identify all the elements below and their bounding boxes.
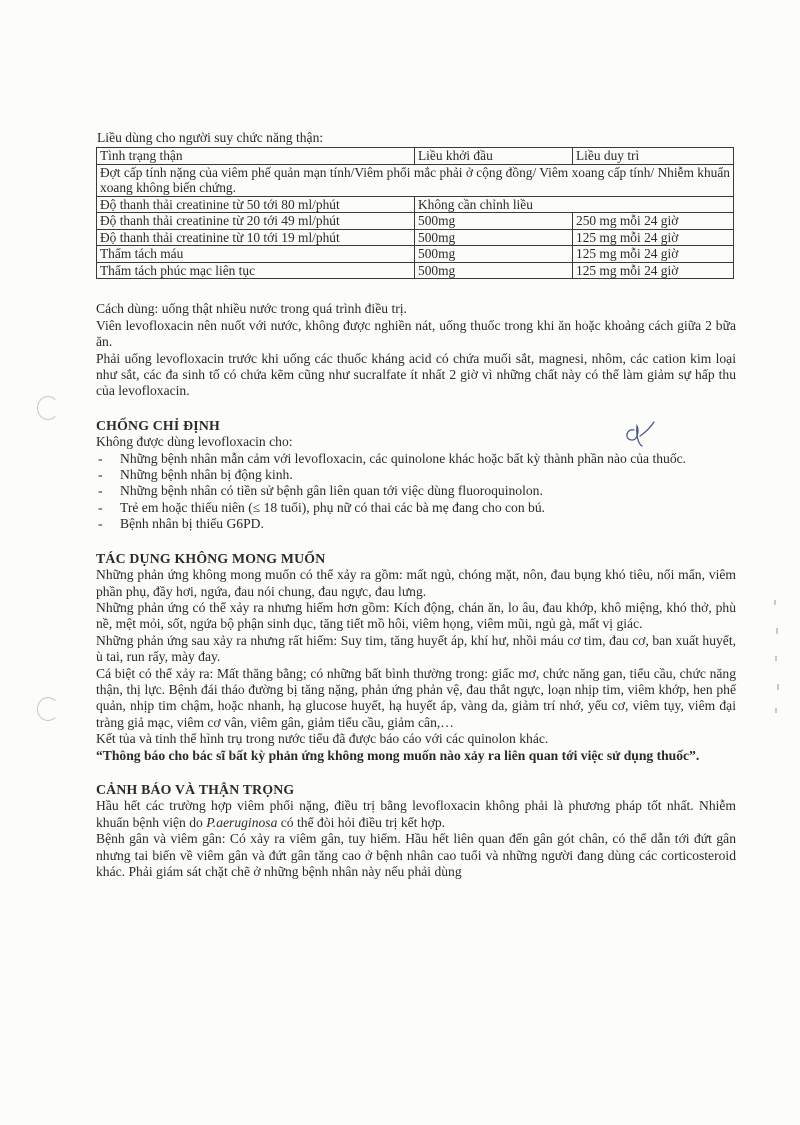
contraindications-heading: CHỐNG CHỈ ĐỊNH	[96, 417, 220, 433]
punch-hole-mark	[37, 697, 59, 721]
initial-dose-cell: 500mg	[415, 229, 573, 246]
edge-marks	[770, 600, 790, 720]
usage-paragraph: Phải uống levofloxacin trước khi uống các thuốc kháng acid có chứa muối sắt, magnesi, nhôm, các cation kim loại như sắt, các đa sinh tố có chứa kẽm cũng như sucralfate ít nhất 2 giờ vì những chất này có thể làm giảm sự hấp thu của levofloxacin.	[96, 350, 736, 399]
maintenance-dose-cell: 125 mg mỗi 24 giờ	[573, 229, 734, 246]
initial-dose-cell: 500mg	[415, 213, 573, 230]
renal-dosage-table	[96, 147, 734, 279]
table-row	[97, 229, 734, 246]
list-item: - Những bệnh nhân có tiền sử bệnh gân liên quan tới việc dùng fluoroquinolon.	[98, 483, 543, 499]
initial-dose-cell: 500mg	[415, 262, 573, 279]
no-adjustment-cell: Không cần chỉnh liều	[415, 196, 734, 213]
usage-paragraph: Viên levofloxacin nên nuốt với nước, không được nghiền nát, uống thuốc trong khi ăn hoặc khoảng cách giữa 2 bữa ăn.	[96, 317, 736, 350]
condition-cell: Độ thanh thải creatinine từ 20 tới 49 ml/phút	[97, 213, 415, 230]
dash-bullet: -	[98, 516, 103, 532]
adverse-paragraph: Cá biệt có thể xảy ra: Mất thăng bằng; có những bất bình thường trong: giấc mơ, chức năng gan, tiểu cầu, chức năng thận, thị lực. Bệnh đái tháo đường bị tăng nặng, phản ứng phản vệ, đau thắt ngực, loạn nhịp tim, viêm khớp, hen phế quản, nhịp tim chậm, hoặc nhanh, hạ glucose huyết, hạ huyết áp, vàng da, giảm trí nhớ, yếu cơ, viêm tụy, viêm đại tràng giả mạc, viêm cơ vân, viêm gân, giảm tiểu cầu, giảm cân,…	[96, 665, 736, 730]
header-maintenance-dose: Liều duy trì	[573, 148, 734, 165]
pathogen-name: P.aeruginosa	[206, 814, 278, 830]
table-header-row	[97, 148, 734, 165]
table-row	[97, 196, 734, 213]
usage-paragraph: Cách dùng: uống thật nhiều nước trong quá trình điều trị.	[96, 301, 407, 317]
maintenance-dose-cell: 250 mg mỗi 24 giờ	[573, 213, 734, 230]
list-item: - Những bệnh nhân mẫn cảm với levofloxacin, các quinolone khác hoặc bất kỳ thành phần nào của thuốc.	[98, 450, 687, 466]
table-row	[97, 213, 734, 230]
maintenance-dose-cell: 125 mg mỗi 24 giờ	[573, 262, 734, 279]
warnings-paragraph: Hầu hết các trường hợp viêm phổi nặng, điều trị bằng levofloxacin không phải là phương pháp tốt nhất. Nhiễm khuẩn bệnh viện do P.aeruginosa có thể đòi hỏi điều trị kết hợp.	[96, 798, 736, 830]
dash-bullet: -	[98, 483, 103, 499]
condition-cell: Thẩm tách máu	[97, 246, 415, 263]
table-row	[97, 246, 734, 263]
adverse-effects-heading: TÁC DỤNG KHÔNG MONG MUỐN	[96, 550, 326, 566]
header-initial-dose: Liều khởi đầu	[415, 148, 573, 165]
maintenance-dose-cell: 125 mg mỗi 24 giờ	[573, 246, 734, 263]
condition-cell: Thẩm tách phúc mạc liên tục	[97, 262, 415, 279]
list-item: - Bệnh nhân bị thiếu G6PD.	[98, 516, 264, 532]
indication-cell: Đợt cấp tính nặng của viêm phế quản mạn tính/Viêm phổi mắc phải ở cộng đồng/ Viêm xoang cấp tính/ Nhiễm khuẩn xoang không biến chứng.	[97, 164, 734, 196]
dash-bullet: -	[98, 450, 103, 466]
adverse-paragraph: Những phản ứng không mong muốn có thể xảy ra gồm: mất ngủ, chóng mặt, nôn, đau bụng khó tiêu, nổi mẩn, viêm phần phụ, đầy hơi, ngứa, đau nói chung, đau ngực, đau lưng.	[96, 567, 736, 599]
adverse-paragraph: Kết tủa và tinh thể hình trụ trong nước tiểu đã được báo cáo với các quinolon khác.	[96, 731, 549, 747]
adverse-paragraph: Những phản ứng có thể xảy ra nhưng hiếm hơn gồm: Kích động, chán ăn, lo âu, đau khớp, khô miệng, khó thở, phù nề, mệt mỏi, sốt, ngứa bộ phận sinh dục, tăng tiết mồ hôi, viêm họng, viêm mũi, ngủ gà, mất vị giác.	[96, 599, 736, 632]
document-page	[96, 130, 736, 880]
condition-cell: Độ thanh thải creatinine từ 50 tới 80 ml/phút	[97, 196, 415, 213]
punch-hole-mark	[37, 396, 59, 420]
initial-dose-cell: 500mg	[415, 246, 573, 263]
report-notice: “Thông báo cho bác sĩ bất kỳ phản ứng không mong muốn nào xảy ra liên quan tới việc sử dụng thuốc”.	[96, 747, 700, 763]
dash-bullet: -	[98, 499, 103, 515]
adverse-paragraph: Những phản ứng sau xảy ra nhưng rất hiếm: Suy tim, tăng huyết áp, khí hư, nhồi máu cơ tim, đau cơ, ban xuất huyết, ù tai, run rẩy, mày đay.	[96, 632, 736, 665]
table-row	[97, 164, 734, 196]
dosage-caption: Liều dùng cho người suy chức năng thận:	[97, 130, 324, 145]
contraindications-intro: Không được dùng levofloxacin cho:	[96, 434, 293, 450]
contraindications-list	[96, 451, 736, 533]
condition-cell: Độ thanh thải creatinine từ 10 tới 19 ml/phút	[97, 229, 415, 246]
warnings-paragraph: Bệnh gân và viêm gân: Có xảy ra viêm gân, tuy hiếm. Hầu hết liên quan đến gân gót chân, có thể dẫn tới đứt gân nhưng tai biến về viêm gân và đứt gân tăng cao ở bệnh nhân cao tuổi và những người đang dùng các corticosteroid khác. Phải giám sát chặt chẽ ở những bệnh nhân này nếu phải dùng	[96, 831, 736, 879]
warnings-heading: CẢNH BÁO VÀ THẬN TRỌNG	[96, 781, 295, 797]
dash-bullet: -	[98, 467, 103, 483]
list-item: - Trẻ em hoặc thiếu niên (≤ 18 tuổi), phụ nữ có thai các bà mẹ đang cho con bú.	[98, 499, 546, 515]
list-item: - Những bệnh nhân bị động kinh.	[98, 467, 293, 483]
table-row	[97, 262, 734, 279]
header-renal-status: Tình trạng thận	[97, 148, 415, 165]
